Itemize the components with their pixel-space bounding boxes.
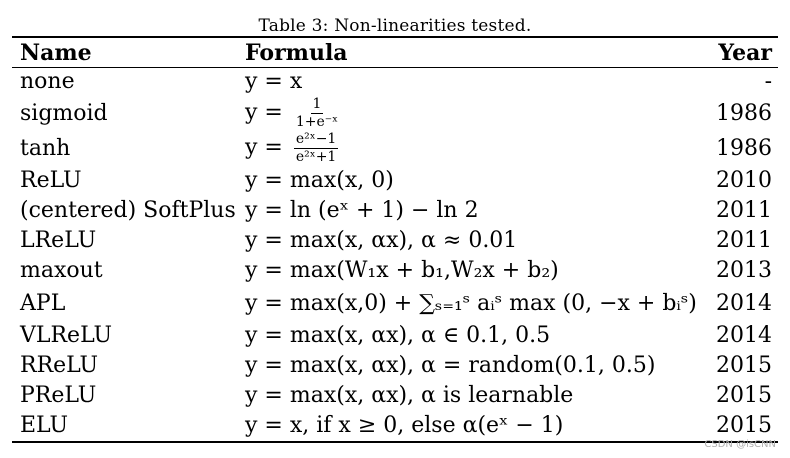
row-formula	[237, 97, 707, 129]
row-name: (centered) SoftPlus	[20, 198, 236, 223]
table-row	[12, 351, 778, 381]
table-row	[12, 166, 778, 196]
row-formula: y = max(W₁x + b₁,W₂x + b₂)	[245, 258, 559, 283]
table-row	[12, 226, 778, 256]
table-row	[12, 411, 778, 441]
row-formula	[237, 132, 707, 164]
row-formula: y = ln (eˣ + 1) − ln 2	[245, 198, 479, 223]
fraction	[294, 132, 338, 164]
fraction-denominator: e²ˣ+1	[295, 149, 337, 165]
fraction	[294, 97, 340, 129]
table-row	[12, 256, 778, 286]
row-year: 2011	[716, 198, 772, 223]
row-formula: y = max(x, αx), α ∈ 0.1, 0.5	[245, 323, 551, 348]
row-name: ELU	[20, 413, 69, 438]
row-formula: y = x	[245, 69, 303, 94]
table-row	[12, 96, 778, 131]
row-name: tanh	[20, 135, 71, 161]
row-name: VLReLU	[20, 323, 113, 348]
row-formula: y = max(x,0) + ∑ₛ₌₁ˢ aᵢˢ max (0, −x + bᵢˢ)	[245, 290, 697, 316]
row-formula: y = max(x, αx), α = random(0.1, 0.5)	[245, 353, 656, 378]
watermark: CSDN @isCNN	[704, 439, 776, 450]
nonlinearities-table	[12, 36, 778, 443]
row-formula: y = max(x, αx), α is learnable	[245, 383, 574, 408]
table-row	[12, 381, 778, 411]
row-name: maxout	[20, 258, 103, 283]
table-row	[12, 68, 778, 96]
fraction-numerator: 1	[312, 96, 322, 113]
row-year: 2015	[716, 353, 772, 378]
table-caption: Table 3: Non-linearities tested.	[258, 16, 532, 36]
row-name: LReLU	[20, 228, 97, 253]
row-name: PReLU	[20, 383, 97, 408]
formula-prefix: y =	[245, 100, 283, 126]
header-row	[12, 38, 778, 67]
row-name: ReLU	[20, 168, 82, 193]
row-name: RReLU	[20, 353, 99, 378]
table-row	[12, 286, 778, 321]
bottom-rule	[12, 441, 778, 443]
row-name: APL	[20, 290, 66, 316]
row-year: 2011	[716, 228, 772, 253]
formula-prefix: y =	[245, 135, 283, 161]
table-row	[12, 321, 778, 351]
row-year: 1986	[716, 135, 772, 161]
fraction-numerator: e²ˣ−1	[295, 131, 337, 148]
row-formula: y = max(x, 0)	[245, 168, 394, 193]
row-name: none	[20, 69, 75, 94]
row-year: 2013	[716, 258, 772, 283]
row-year: -	[764, 69, 772, 94]
header-year: Year	[718, 39, 772, 66]
table-row	[12, 196, 778, 226]
row-formula: y = x, if x ≥ 0, else α(eˣ − 1)	[245, 413, 564, 438]
header-name: Name	[20, 39, 92, 66]
row-year: 2015	[716, 413, 772, 438]
row-year: 1986	[716, 100, 772, 126]
table-row	[12, 131, 778, 166]
fraction-denominator: 1+e⁻ˣ	[295, 114, 339, 130]
row-year: 2014	[716, 290, 772, 316]
row-year: 2014	[716, 323, 772, 348]
header-formula: Formula	[245, 39, 348, 66]
row-year: 2010	[716, 168, 772, 193]
row-name: sigmoid	[20, 100, 108, 126]
row-year: 2015	[716, 383, 772, 408]
row-formula: y = max(x, αx), α ≈ 0.01	[245, 228, 518, 253]
